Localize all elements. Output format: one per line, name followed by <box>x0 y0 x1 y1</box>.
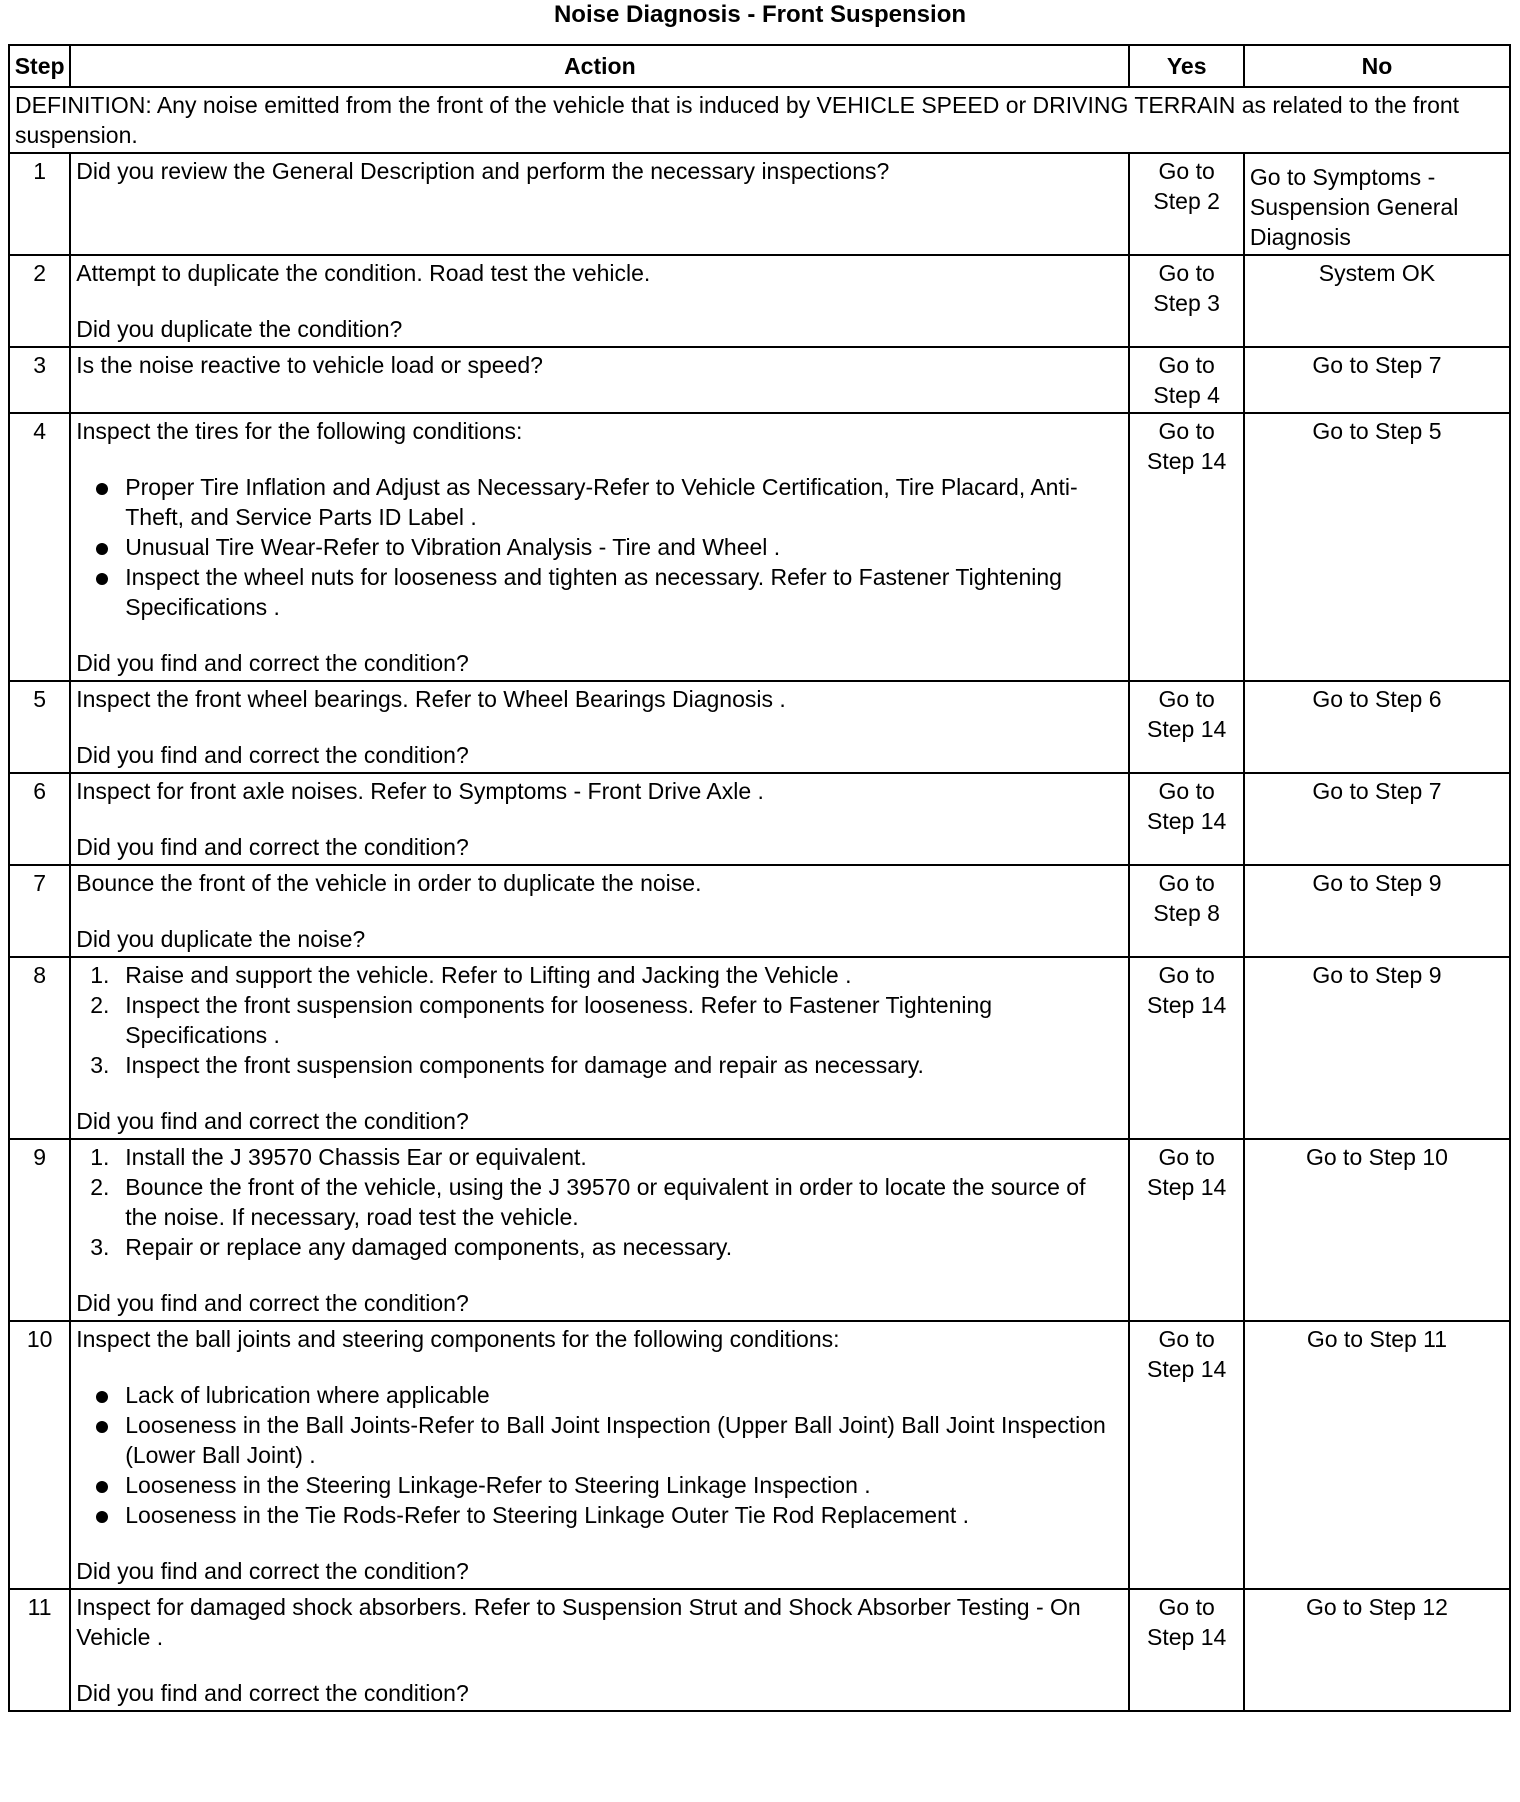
no-result: Go to Step 12 <box>1244 1589 1510 1711</box>
action-question: Did you duplicate the noise? <box>76 926 366 952</box>
yes-result <box>1129 153 1243 255</box>
action-intro: Attempt to duplicate the condition. Road test the vehicle. <box>76 260 651 286</box>
yes-result <box>1129 681 1243 773</box>
step-row-7 <box>9 865 1510 957</box>
step-number: 10 <box>9 1321 70 1589</box>
no-result: Go to Step 6 <box>1244 681 1510 773</box>
action-intro: Bounce the front of the vehicle in order to duplicate the noise. <box>76 870 702 896</box>
step-row-8 <box>9 957 1510 1139</box>
yes-result <box>1129 255 1243 347</box>
diagnosis-table <box>8 44 1511 1712</box>
yes-line: Go to <box>1158 778 1215 804</box>
step-row-6 <box>9 773 1510 865</box>
item-number: 1. <box>90 962 110 988</box>
step-action <box>70 681 1129 773</box>
bullet-list <box>76 472 1123 622</box>
bullet-item: Unusual Tire Wear-Refer to Vibration Analysis - Tire and Wheel . <box>76 532 1123 562</box>
item-number: 2. <box>90 992 110 1018</box>
bullet-item: Looseness in the Steering Linkage-Refer to Steering Linkage Inspection . <box>76 1470 1123 1500</box>
yes-result <box>1129 1139 1243 1321</box>
action-intro: Inspect the tires for the following conditions: <box>76 418 523 444</box>
yes-line: Go to <box>1158 1144 1215 1170</box>
no-result: System OK <box>1244 255 1510 347</box>
yes-line: Go to <box>1158 158 1215 184</box>
yes-result <box>1129 1321 1243 1589</box>
item-number: 1. <box>90 1144 110 1170</box>
yes-line: Step 14 <box>1147 448 1227 474</box>
step-number: 2 <box>9 255 70 347</box>
yes-line: Step 14 <box>1147 1624 1227 1650</box>
no-result: Go to Step 10 <box>1244 1139 1510 1321</box>
bullet-item: Inspect the wheel nuts for looseness and tighten as necessary. Refer to Fastener Tightening Specifications . <box>76 562 1123 622</box>
yes-line: Step 14 <box>1147 808 1227 834</box>
no-result: Go to Step 5 <box>1244 413 1510 681</box>
definition-text: DEFINITION: Any noise emitted from the front of the vehicle that is induced by VEHICLE SPEED or DRIVING TERRAIN as related to the front suspension. <box>9 87 1510 153</box>
yes-line: Step 14 <box>1147 1356 1227 1382</box>
yes-line: Go to <box>1158 1326 1215 1352</box>
action-question: Did you find and correct the condition? <box>76 1108 469 1134</box>
step-number: 5 <box>9 681 70 773</box>
item-text: Raise and support the vehicle. Refer to Lifting and Jacking the Vehicle . <box>125 962 852 988</box>
action-question: Did you find and correct the condition? <box>76 650 469 676</box>
action-question: Did you find and correct the condition? <box>76 1290 469 1316</box>
yes-result <box>1129 413 1243 681</box>
step-row-3 <box>9 347 1510 413</box>
numbered-list <box>76 960 1123 1080</box>
action-question: Did you find and correct the condition? <box>76 834 469 860</box>
yes-line: Go to <box>1158 962 1215 988</box>
numbered-item <box>76 1050 1123 1080</box>
bullet-item: Lack of lubrication where applicable <box>76 1380 1123 1410</box>
spacer <box>76 622 1123 648</box>
yes-line: Step 14 <box>1147 992 1227 1018</box>
spacer <box>76 1080 1123 1106</box>
document-title: Noise Diagnosis - Front Suspension <box>553 1 967 28</box>
numbered-item <box>76 1142 1123 1172</box>
definition-row <box>9 87 1510 153</box>
yes-result <box>1129 1589 1243 1711</box>
yes-result <box>1129 957 1243 1139</box>
no-result: Go to Step 7 <box>1244 773 1510 865</box>
step-row-9 <box>9 1139 1510 1321</box>
spacer <box>76 1530 1123 1556</box>
yes-line: Step 14 <box>1147 1174 1227 1200</box>
item-text: Install the J 39570 Chassis Ear or equivalent. <box>125 1144 587 1170</box>
item-number: 3. <box>90 1234 110 1260</box>
numbered-item <box>76 960 1123 990</box>
spacer <box>76 714 1123 740</box>
action-question: Did you find and correct the condition? <box>76 1558 469 1584</box>
yes-line: Go to <box>1158 1594 1215 1620</box>
yes-result <box>1129 347 1243 413</box>
step-row-4 <box>9 413 1510 681</box>
step-number: 8 <box>9 957 70 1139</box>
step-number: 3 <box>9 347 70 413</box>
yes-result <box>1129 865 1243 957</box>
no-result: Go to Step 7 <box>1244 347 1510 413</box>
step-action <box>70 1321 1129 1589</box>
step-row-11 <box>9 1589 1510 1711</box>
yes-line: Go to <box>1158 418 1215 444</box>
no-result: Go to Step 11 <box>1244 1321 1510 1589</box>
step-action <box>70 153 1129 255</box>
bullet-list <box>76 1380 1123 1530</box>
no-header: No <box>1244 45 1510 87</box>
step-row-1 <box>9 153 1510 255</box>
step-action <box>70 413 1129 681</box>
step-number: 11 <box>9 1589 70 1711</box>
action-question: Did you duplicate the condition? <box>76 316 403 342</box>
item-text: Bounce the front of the vehicle, using the J 39570 or equivalent in order to locate the source of the noise. If necessary, road test the vehicle. <box>125 1174 1086 1230</box>
step-action <box>70 1139 1129 1321</box>
numbered-item <box>76 1172 1123 1232</box>
spacer <box>76 898 1123 924</box>
header-row <box>9 45 1510 87</box>
yes-line: Step 2 <box>1153 188 1220 214</box>
no-result: Go to Step 9 <box>1244 865 1510 957</box>
step-number: 7 <box>9 865 70 957</box>
yes-line: Step 4 <box>1153 382 1220 408</box>
step-action <box>70 957 1129 1139</box>
spacer <box>76 1262 1123 1288</box>
yes-line: Go to <box>1158 686 1215 712</box>
numbered-list <box>76 1142 1123 1262</box>
action-intro: Inspect for damaged shock absorbers. Refer to Suspension Strut and Shock Absorber Testing - On Vehicle . <box>76 1594 1081 1650</box>
action-question: Did you find and correct the condition? <box>76 742 469 768</box>
action-header: Action <box>70 45 1129 87</box>
action-intro: Is the noise reactive to vehicle load or speed? <box>76 352 543 378</box>
spacer <box>76 806 1123 832</box>
action-intro: Did you review the General Description and perform the necessary inspections? <box>76 158 890 184</box>
yes-line: Step 3 <box>1153 290 1220 316</box>
spacer <box>76 1652 1123 1678</box>
numbered-item <box>76 990 1123 1050</box>
bullet-item: Looseness in the Ball Joints-Refer to Ball Joint Inspection (Upper Ball Joint) Ball Joint Inspection (Lower Ball Joint) . <box>76 1410 1123 1470</box>
action-intro: Inspect the ball joints and steering components for the following conditions: <box>76 1326 840 1352</box>
item-text: Inspect the front suspension components for looseness. Refer to Fastener Tightening Specifications . <box>125 992 993 1048</box>
yes-line: Step 14 <box>1147 716 1227 742</box>
step-action <box>70 347 1129 413</box>
yes-result <box>1129 773 1243 865</box>
step-action <box>70 1589 1129 1711</box>
step-action <box>70 773 1129 865</box>
bullet-item: Proper Tire Inflation and Adjust as Necessary-Refer to Vehicle Certification, Tire Placard, Anti-Theft, and Service Parts ID Label . <box>76 472 1123 532</box>
step-number: 1 <box>9 153 70 255</box>
item-number: 3. <box>90 1052 110 1078</box>
yes-line: Step 8 <box>1153 900 1220 926</box>
item-number: 2. <box>90 1174 110 1200</box>
step-row-10 <box>9 1321 1510 1589</box>
step-action <box>70 255 1129 347</box>
step-row-2 <box>9 255 1510 347</box>
no-result: Go to Symptoms - Suspension General Diagnosis <box>1244 153 1510 255</box>
item-text: Repair or replace any damaged components, as necessary. <box>125 1234 733 1260</box>
yes-header: Yes <box>1129 45 1243 87</box>
yes-line: Go to <box>1158 352 1215 378</box>
step-header: Step <box>9 45 70 87</box>
bullet-item: Looseness in the Tie Rods-Refer to Steering Linkage Outer Tie Rod Replacement . <box>76 1500 1123 1530</box>
spacer <box>76 288 1123 314</box>
yes-line: Go to <box>1158 870 1215 896</box>
yes-line: Go to <box>1158 260 1215 286</box>
spacer <box>76 1354 1123 1380</box>
step-number: 6 <box>9 773 70 865</box>
numbered-item <box>76 1232 1123 1262</box>
step-number: 4 <box>9 413 70 681</box>
action-intro: Inspect for front axle noises. Refer to Symptoms - Front Drive Axle . <box>76 778 764 804</box>
action-question: Did you find and correct the condition? <box>76 1680 469 1706</box>
spacer <box>76 446 1123 472</box>
step-row-5 <box>9 681 1510 773</box>
action-intro: Inspect the front wheel bearings. Refer to Wheel Bearings Diagnosis . <box>76 686 786 712</box>
step-number: 9 <box>9 1139 70 1321</box>
no-result: Go to Step 9 <box>1244 957 1510 1139</box>
item-text: Inspect the front suspension components for damage and repair as necessary. <box>125 1052 924 1078</box>
step-action <box>70 865 1129 957</box>
